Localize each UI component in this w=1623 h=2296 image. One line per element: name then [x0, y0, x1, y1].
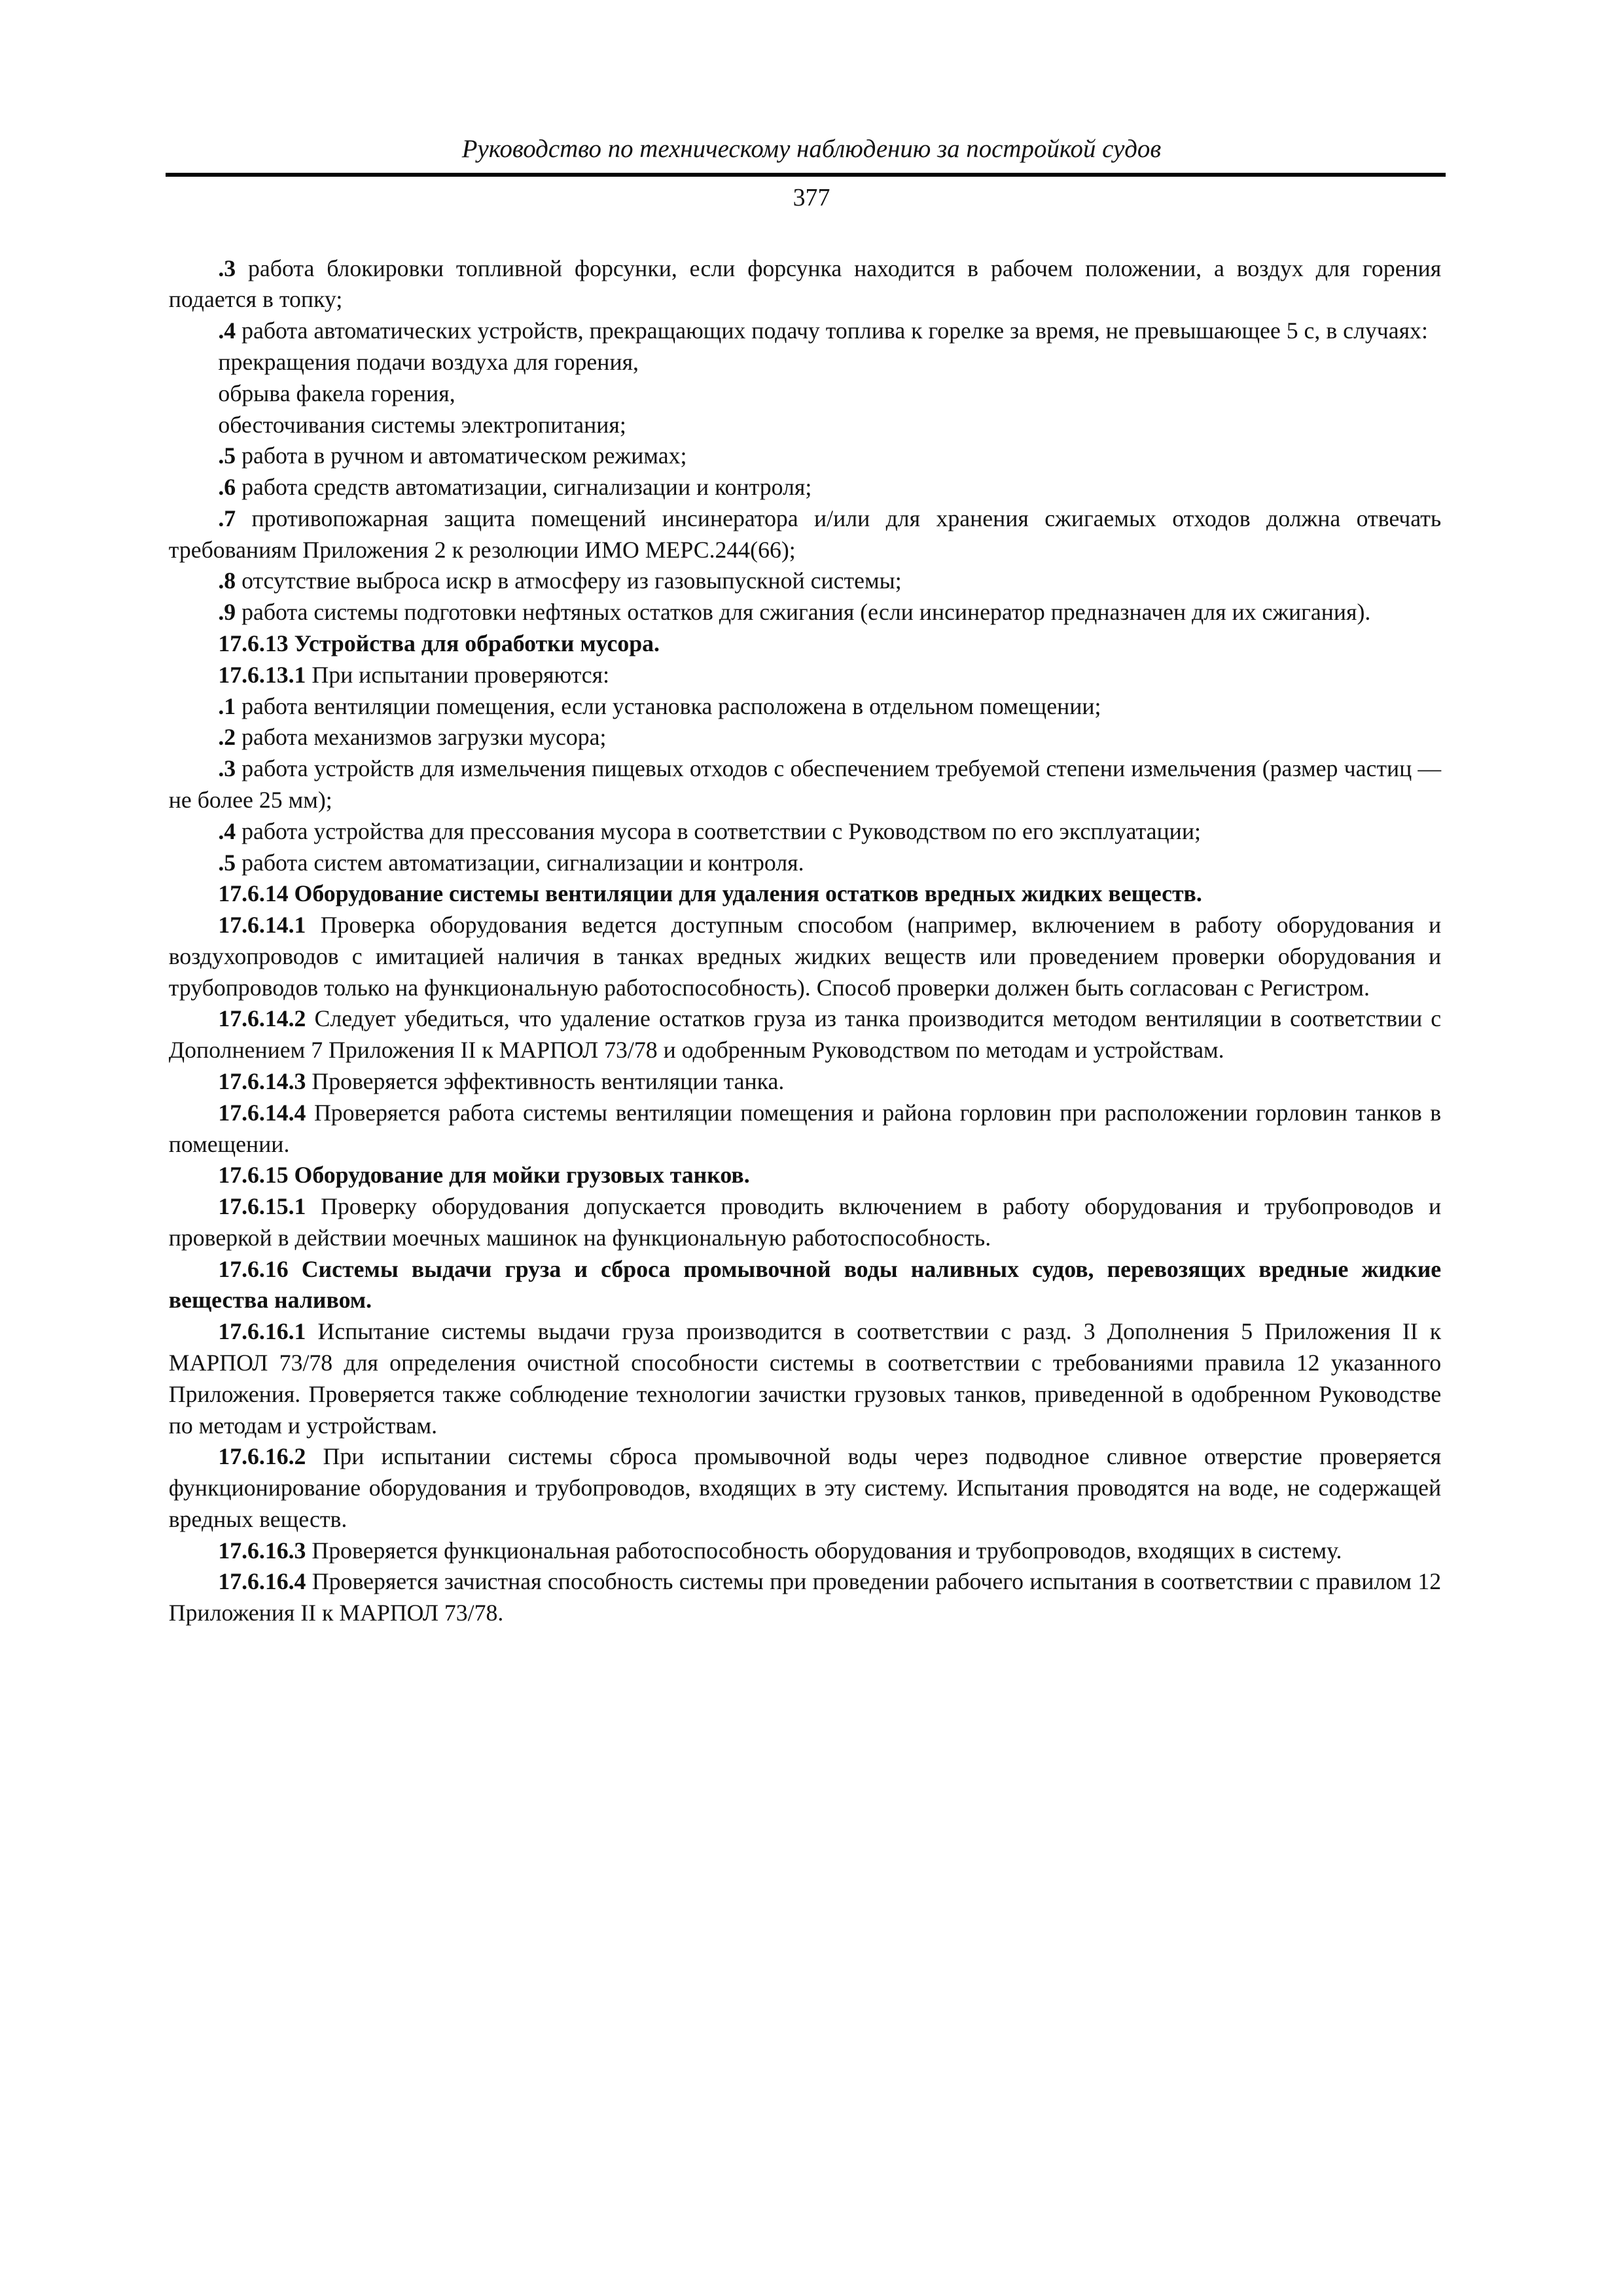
section-heading: 17.6.13 Устройства для обработки мусора. — [218, 630, 660, 657]
header-rule — [166, 173, 1446, 177]
clause: 17.6.14.2 Следует убедиться, что удаление остатков груза из танка производится методом вентиляции в соответствии с Дополнением 7 Приложения II к МАРПОЛ 73/78 и одобренным Руководством по методам и устройствам. — [168, 1005, 1442, 1064]
clause: 17.6.15.1 Проверку оборудования допускается проводить включением в работу оборудования и трубопроводов и проверкой в действии моечных машинок на функциональную работоспособность. — [168, 1193, 1442, 1251]
document-body — [169, 253, 1441, 1629]
list-item: .4 работа автоматических устройств, прекращающих подачу топлива к горелке за время, не превышающее 5 с, в случаях: — [218, 317, 1428, 344]
list-item: .6 работа средств автоматизации, сигнализации и контроля; — [218, 474, 812, 501]
list-item: .5 работа в ручном и автоматическом режимах; — [218, 442, 687, 469]
list-item: .3 работа блокировки топливной форсунки, если форсунка находится в рабочем положении, а воздух для горения подается в топку; — [168, 255, 1442, 313]
sub-item: обрыва факела горения, — [218, 380, 455, 406]
clause: 17.6.16.1 Испытание системы выдачи груза производится в соответствии с разд. 3 Дополнения 5 Приложения II к МАРПОЛ 73/78 для определения очистной способности системы в соответствии с требованиями правила 12 указанного Приложения. Проверяется также соблюдение технологии зачистки грузовых танков, приведенной в одобренном Руководстве по методам и устройствам. — [168, 1318, 1442, 1439]
list-item: .4 работа устройства для прессования мусора в соответствии с Руководством по его эксплуатации; — [218, 817, 1201, 844]
list-item: .9 работа системы подготовки нефтяных остатков для сжигания (если инсинератор предназначен для их сжигания). — [218, 599, 1371, 626]
clause: 17.6.16.2 При испытании системы сброса промывочной воды через подводное сливное отверстие проверяется функционирование оборудования и трубопроводов, входящих в эту систему. Испытания проводятся на воде, не содержащей вредных веществ. — [168, 1443, 1442, 1532]
list-item: .1 работа вентиляции помещения, если установка расположена в отдельном помещении; — [218, 692, 1101, 719]
section-heading: 17.6.16 Системы выдачи груза и сброса промывочной воды наливных судов, перевозящих вредные жидкие вещества наливом. — [168, 1255, 1442, 1314]
list-item: .5 работа систем автоматизации, сигнализации и контроля. — [218, 849, 804, 876]
section-heading: 17.6.15 Оборудование для мойки грузовых танков. — [218, 1162, 750, 1189]
clause: 17.6.14.4 Проверяется работа системы вентиляции помещения и района горловин при расположении горловин танков в помещении. — [168, 1099, 1442, 1157]
sub-item: прекращения подачи воздуха для горения, — [218, 349, 639, 375]
page-number: 377 — [793, 183, 830, 211]
list-item: .7 противопожарная защита помещений инсинератора и/или для хранения сжигаемых отходов должна отвечать требованиям Приложения 2 к резолюции ИМО МЕРС.244(66); — [168, 505, 1442, 563]
clause: 17.6.13.1 При испытании проверяются: — [218, 661, 610, 688]
section-heading: 17.6.14 Оборудование системы вентиляции для удаления остатков вредных жидких веществ. — [218, 880, 1202, 907]
sub-item: обесточивания системы электропитания; — [218, 411, 626, 438]
clause: 17.6.14.3 Проверяется эффективность вентиляции танка. — [218, 1067, 785, 1094]
clause: 17.6.16.3 Проверяется функциональная работоспособность оборудования и трубопроводов, входящих в систему. — [218, 1537, 1342, 1564]
clause: 17.6.16.4 Проверяется зачистная способность системы при проведении рабочего испытания в соответствии с правилом 12 Приложения II к МАРПОЛ 73/78. — [168, 1568, 1442, 1626]
clause: 17.6.14.1 Проверка оборудования ведется доступным способом (например, включением в работу оборудования и воздухопроводов с имитацией наличия в танках вредных жидких веществ или проведением проверки оборудования и трубопроводов только на функциональную работоспособность). Способ проверки должен быть согласован с Регистром. — [168, 912, 1442, 1001]
running-header: Руководство по техническому наблюдению за постройкой судов — [461, 135, 1162, 164]
list-item: .8 отсутствие выброса искр в атмосферу из газовыпускной системы; — [218, 567, 902, 594]
list-item: .2 работа механизмов загрузки мусора; — [218, 724, 607, 751]
list-item: .3 работа устройств для измельчения пищевых отходов с обеспечением требуемой степени измельчения (размер частиц — не более 25 мм); — [168, 755, 1442, 813]
